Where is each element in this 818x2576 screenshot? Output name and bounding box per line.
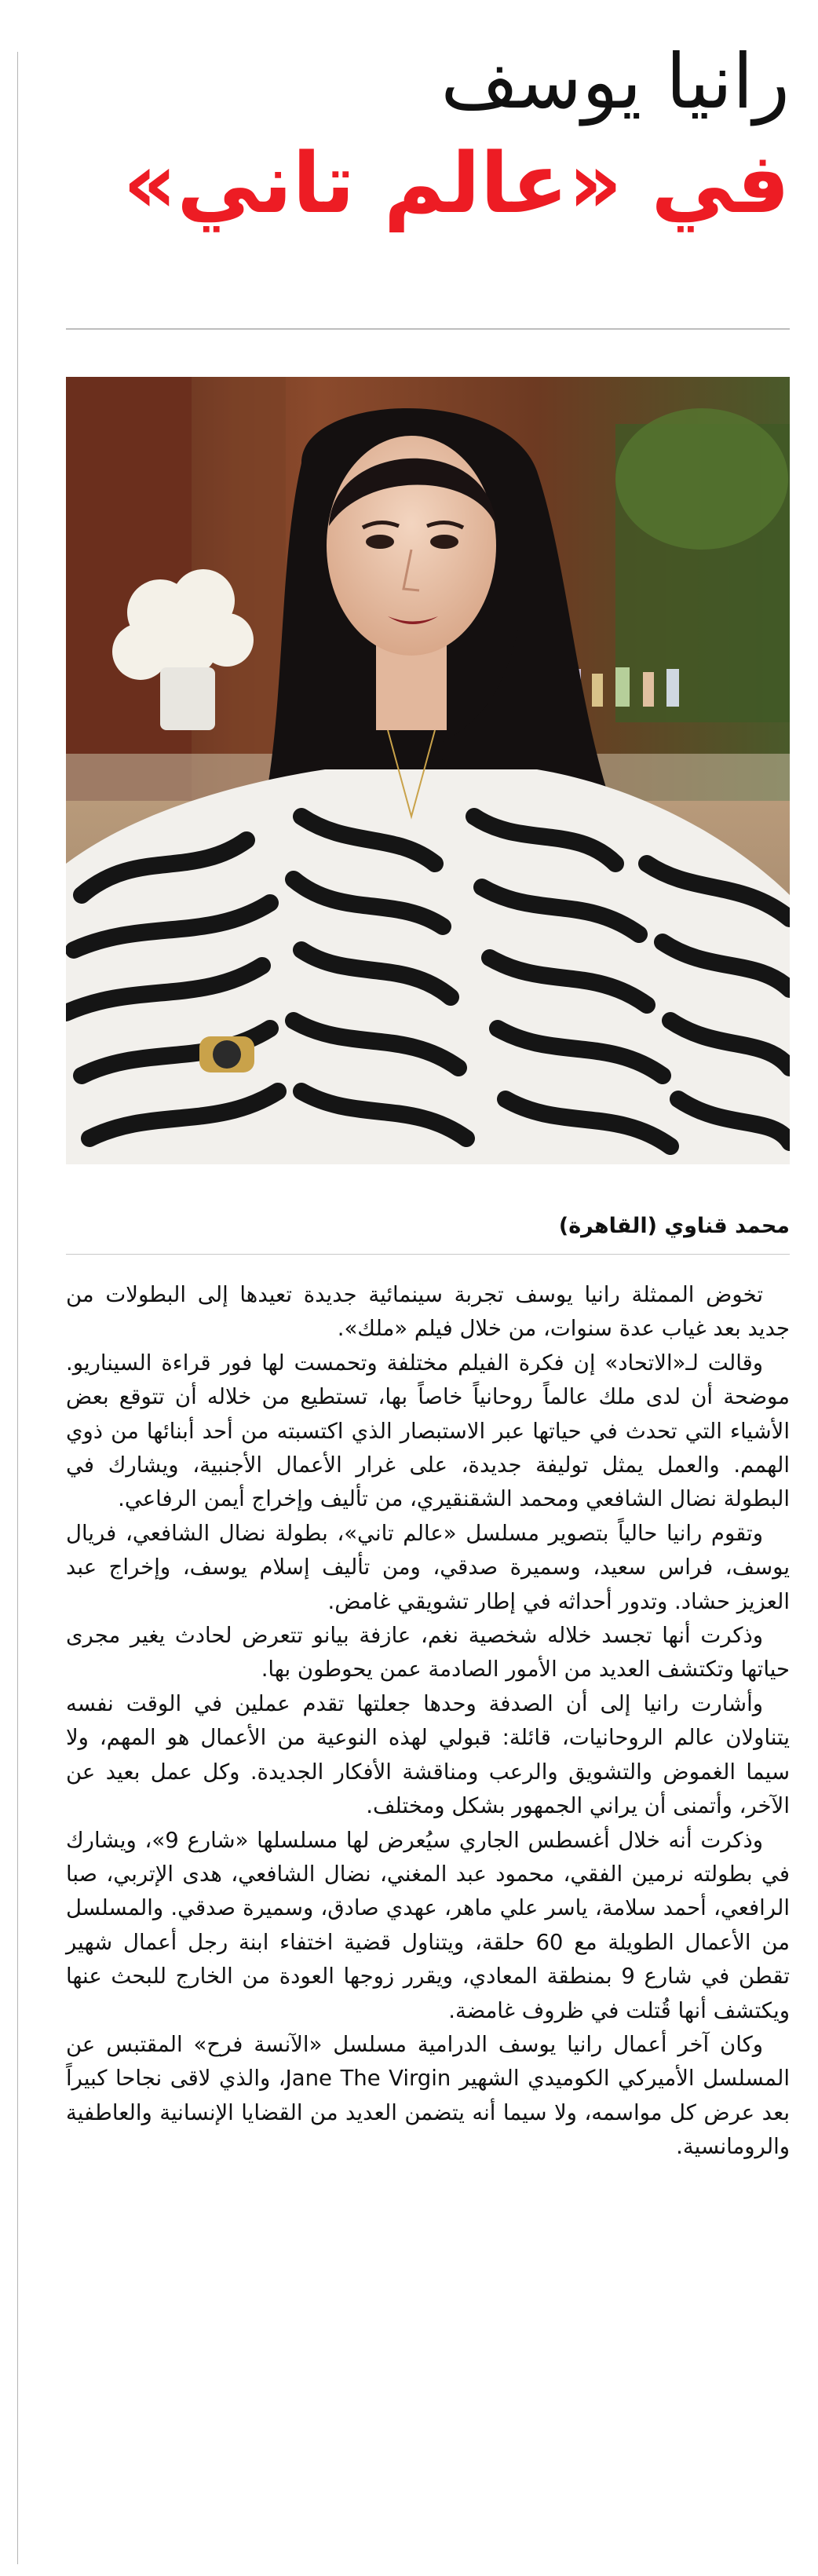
article-paragraph: وقالت لـ«الاتحاد» إن فكرة الفيلم مختلفة وتحمست لها فور قراءة السيناريو. موضحة أن لدى ملك عالماً روحانياً خاصاً بها، تستطيع من خلاله أن تتوقع بعض الأشياء التي تحدث في حياتها عبر الاستبصار الذي اكتسبته من أحد أبنائها من ذوي الهمم. والعمل يمثل توليفة جديدة، على غرار الأعمال الأجنبية، ويشارك في البطولة نضال الشافعي ومحمد الشقنقيري، من تأليف وإخراج أيمن الرفاعي. [66, 1350, 790, 1512]
article-body [66, 1278, 790, 2165]
article-paragraph: وكان آخر أعمال رانيا يوسف الدرامية مسلسل «الآنسة فرح» المقتبس عن المسلسل الأميركي الكوميدي الشهير Jane The Virgin، والذي لاقى نجاحا كبيراً بعد عرض كل مواسمه، ولا سيما أنه يتضمن العديد من القضايا الإنسانية والعاطفية والرومانسية. [66, 2031, 790, 2160]
article-photo [66, 377, 790, 1164]
headline-divider [66, 328, 790, 330]
headline [55, 35, 790, 239]
article-paragraph: تخوض الممثلة رانيا يوسف تجربة سينمائية جديدة تعيدها إلى البطولات من جديد بعد غياب عدة سنوات، من خلال فيلم «ملك». [66, 1282, 790, 1342]
headline-line-2: في «عالم تاني» [122, 135, 790, 232]
headline-line-1: رانيا يوسف [440, 38, 790, 126]
article-paragraph: وتقوم رانيا حالياً بتصوير مسلسل «عالم تاني»، بطولة نضال الشافعي، فريال يوسف، فراس سعيد، وسميرة صدقي، ومن تأليف إسلام يوسف، وإخراج عبد العزيز حشاد. وتدور أحداثه في إطار تشويقي غامض. [66, 1520, 790, 1614]
byline-divider [66, 1254, 790, 1255]
article-paragraph: وأشارت رانيا إلى أن الصدفة وحدها جعلتها تقدم عملين في الوقت نفسه يتناولان عالم الروحانيات، قائلة: قبولي لهذه النوعية من الأعمال هو المهم، ولا سيما الغموض والتشويق والرعب ومناقشة الأفكار الجديدة. وكل عمل بعيد عن الآخر، وأتمنى أن يراني الجمهور بشكل ومختلف. [66, 1690, 790, 1819]
column-divider [17, 52, 18, 2564]
article-paragraph: وذكرت أنها تجسد خلاله شخصية نغم، عازفة بيانو تتعرض لحادث يغير مجرى حياتها وتكتشف العديد من الأمور الصادمة عمن يحوطون بها. [66, 1623, 790, 1683]
byline: محمد قناوي (القاهرة) [558, 1214, 790, 1238]
article-paragraph: وذكرت أنه خلال أغسطس الجاري سيُعرض لها مسلسلها «شارع 9»، ويشارك في بطولته نرمين الفقي، محمود عبد المغني، نضال الشافعي، هدى الإتربي، صبا الرافعي، أحمد سلامة، ياسر علي ماهر، عهدي صادق، وسميرة صدقي. والمسلسل من الأعمال الطويلة مع 60 حلقة، ويتناول قضية اختفاء ابنة رجل أعمال شهير تقطن في شارع 9 بمنطقة المعادي، ويقرر زوجها العودة من الخارج للبحث عنها ويكتشف أنها قُتلت في ظروف غامضة. [66, 1827, 790, 2023]
